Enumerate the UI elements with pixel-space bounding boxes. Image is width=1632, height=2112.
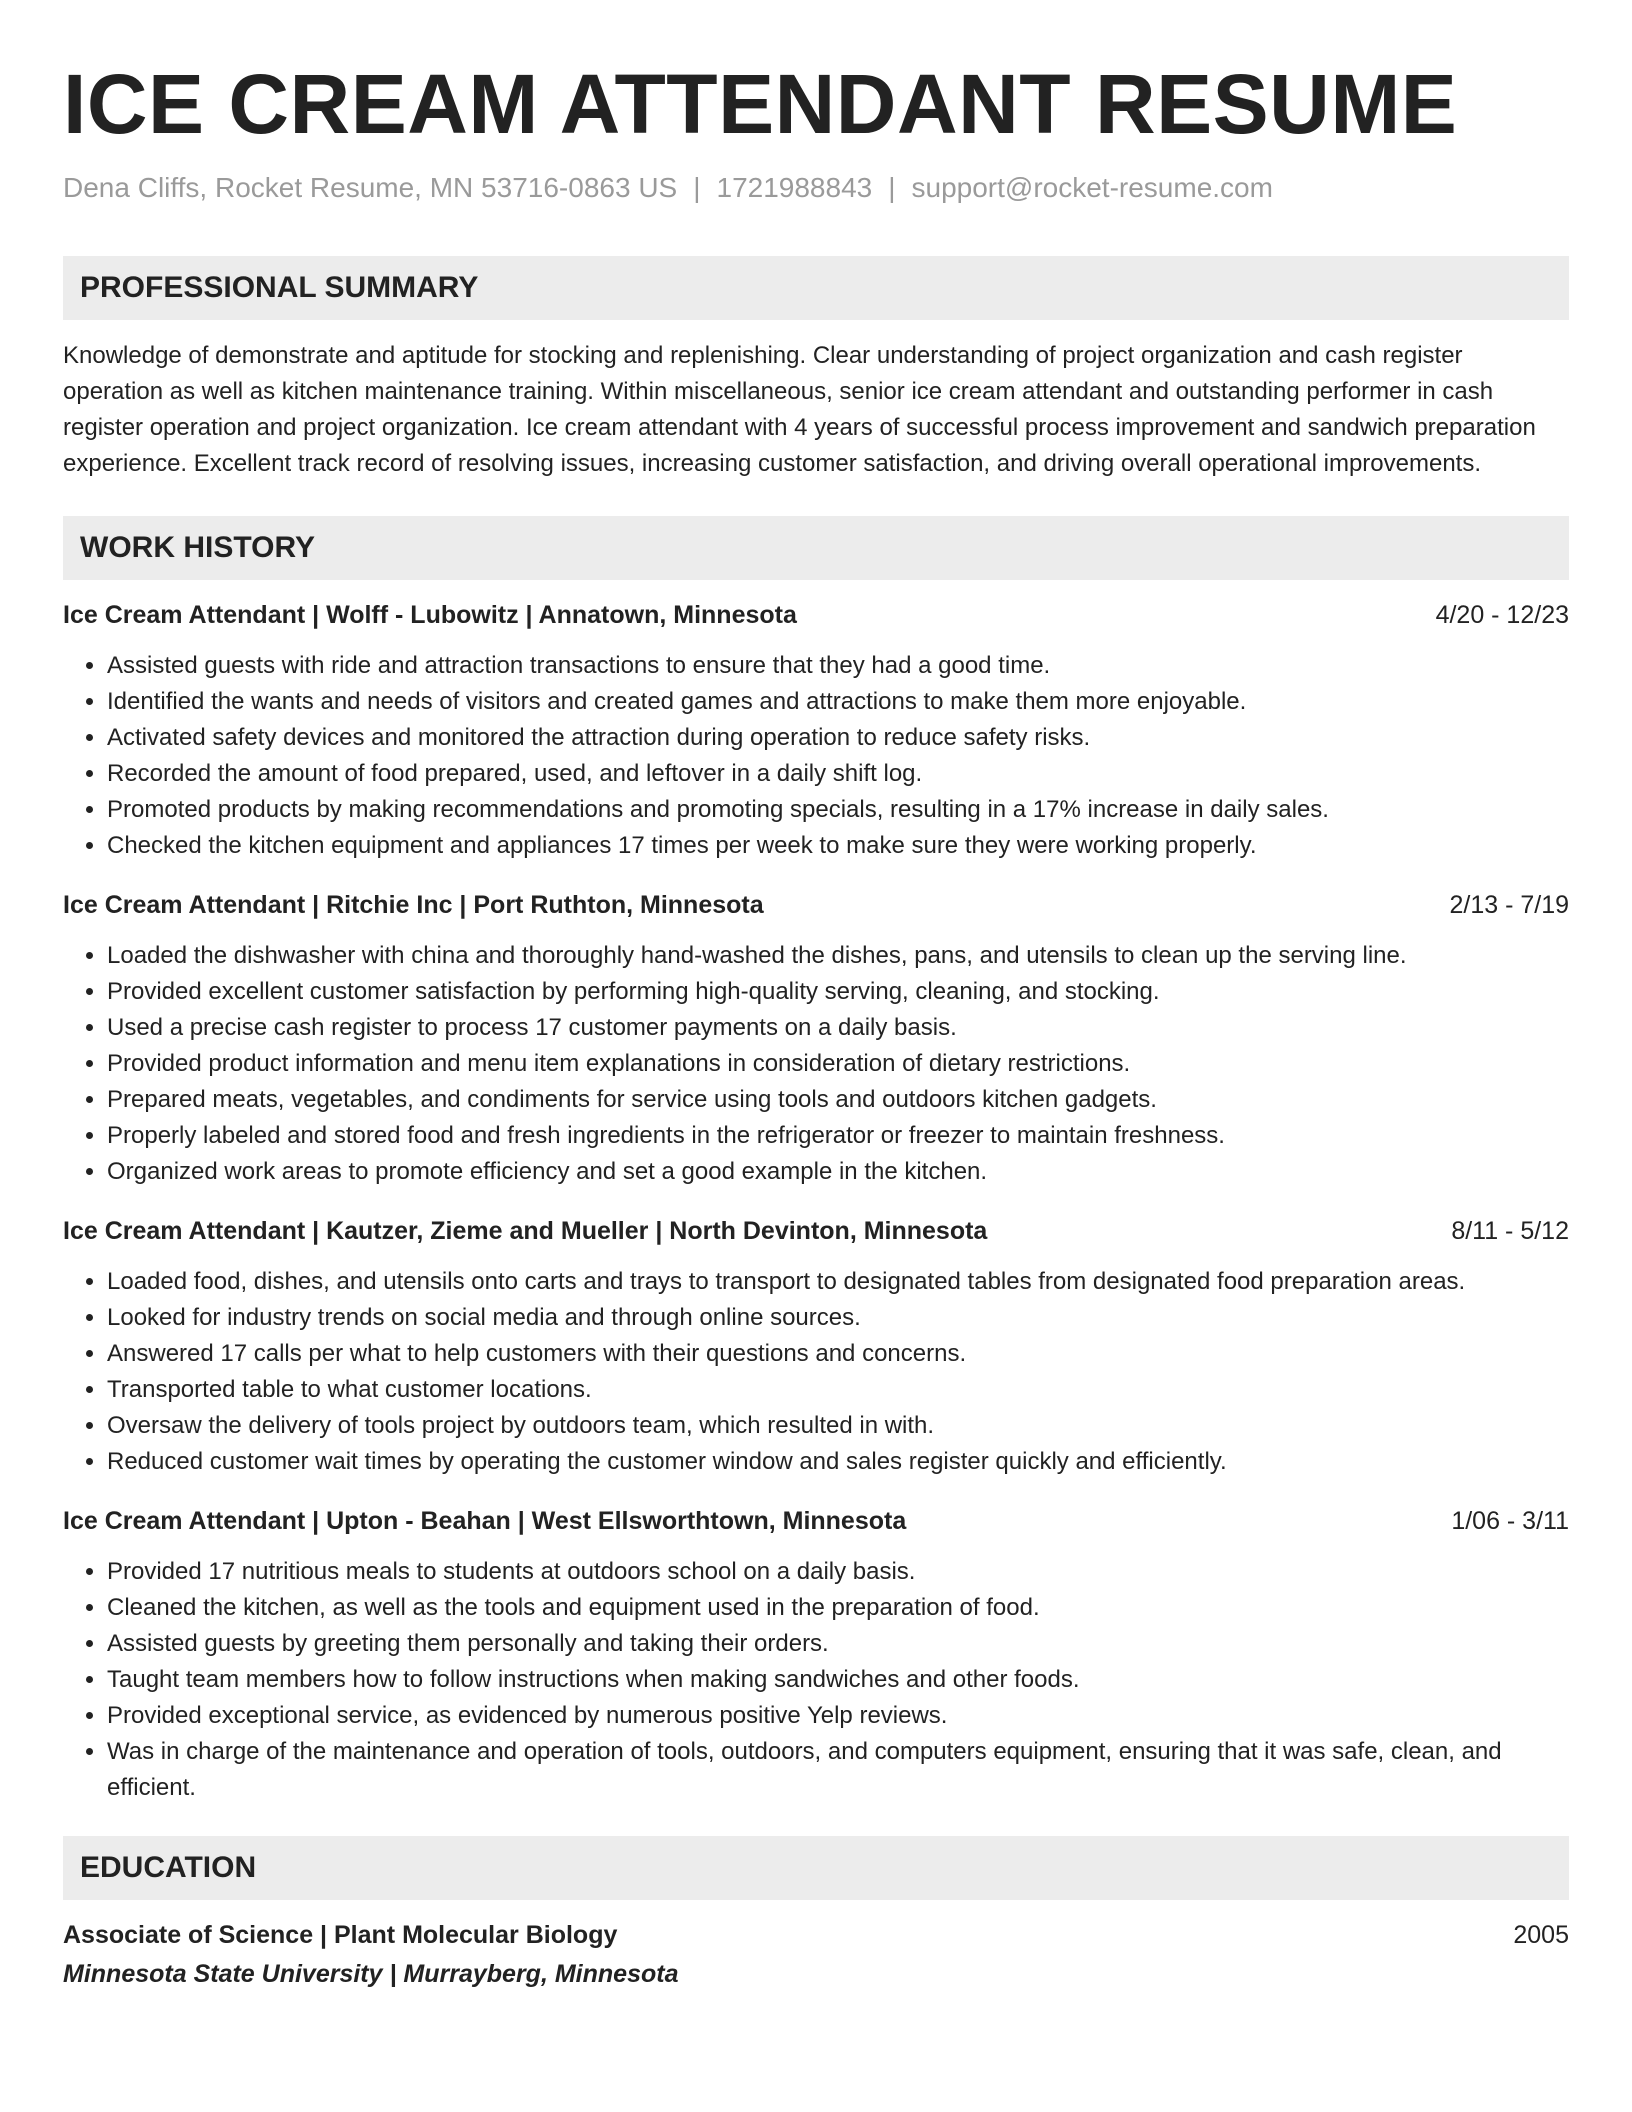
work-history-heading: WORK HISTORY (63, 516, 1569, 580)
job-bullet: • Provided exceptional service, as evidenced by numerous positive Yelp reviews. (107, 1698, 1569, 1734)
contact-separator: | (693, 172, 701, 203)
job-bullet: • Answered 17 calls per what to help customers with their questions and concerns. (107, 1336, 1569, 1372)
job-header (63, 1504, 1569, 1538)
job-header (63, 1214, 1569, 1248)
job-entry (63, 888, 1569, 1190)
job-bullet: • Assisted guests by greeting them personally and taking their orders. (107, 1626, 1569, 1662)
job-bullet: • Oversaw the delivery of tools project by outdoors team, which resulted in with. (107, 1408, 1569, 1444)
job-header (63, 888, 1569, 922)
education-header (63, 1918, 1569, 1952)
job-bullet: • Loaded food, dishes, and utensils onto carts and trays to transport to designated tables from designated food preparation areas. (107, 1264, 1569, 1300)
job-bullet: • Reduced customer wait times by operating the customer window and sales register quickly and efficiently. (107, 1444, 1569, 1480)
job-title: Ice Cream Attendant | Wolff - Lubowitz | Annatown, Minnesota (63, 601, 797, 629)
job-entry (63, 1214, 1569, 1480)
job-title: Ice Cream Attendant | Kautzer, Zieme and Mueller | North Devinton, Minnesota (63, 1217, 988, 1245)
job-bullet: • Used a precise cash register to process 17 customer payments on a daily basis. (107, 1010, 1569, 1046)
work-history-list (63, 598, 1569, 1806)
job-bullet-list (63, 1264, 1569, 1480)
summary-heading: PROFESSIONAL SUMMARY (63, 256, 1569, 320)
job-bullet: • Taught team members how to follow instructions when making sandwiches and other foods. (107, 1662, 1569, 1698)
job-bullet-list (63, 648, 1569, 864)
job-title: Ice Cream Attendant | Ritchie Inc | Port Ruthton, Minnesota (63, 891, 764, 919)
job-bullet: • Prepared meats, vegetables, and condiments for service using tools and outdoors kitchen gadgets. (107, 1082, 1569, 1118)
contact-separator: | (888, 172, 896, 203)
job-dates: 8/11 - 5/12 (1451, 1217, 1569, 1245)
job-bullet: • Cleaned the kitchen, as well as the tools and equipment used in the preparation of food. (107, 1590, 1569, 1626)
job-dates: 4/20 - 12/23 (1435, 601, 1569, 629)
job-bullet-list (63, 1554, 1569, 1806)
job-entry (63, 1504, 1569, 1806)
job-bullet: • Activated safety devices and monitored the attraction during operation to reduce safety risks. (107, 720, 1569, 756)
education-school: Minnesota State University | Murrayberg, Minnesota (63, 1960, 679, 1988)
summary-text: Knowledge of demonstrate and aptitude for stocking and replenishing. Clear understanding of project organization and cash register operation as well as kitchen maintenance training. Within miscellaneous, senior ice cream attendant and outstanding performer in cash register operation and project organization. Ice cream attendant with 4 years of successful process improvement and sandwich preparation experience. Excellent track record of resolving issues, increasing customer satisfaction, and driving overall operational improvements. (63, 342, 1536, 477)
job-bullet: • Checked the kitchen equipment and appliances 17 times per week to make sure they were working properly. (107, 828, 1569, 864)
job-bullet: • Identified the wants and needs of visitors and created games and attractions to make them more enjoyable. (107, 684, 1569, 720)
job-dates: 2/13 - 7/19 (1449, 891, 1569, 919)
job-bullet: • Loaded the dishwasher with china and thoroughly hand-washed the dishes, pans, and utensils to clean up the serving line. (107, 938, 1569, 974)
job-bullet: • Assisted guests with ride and attraction transactions to ensure that they had a good time. (107, 648, 1569, 684)
job-header (63, 598, 1569, 632)
contact-phone: 1721988843 (716, 172, 873, 203)
job-bullet: • Recorded the amount of food prepared, used, and leftover in a daily shift log. (107, 756, 1569, 792)
education-heading: EDUCATION (63, 1836, 1569, 1900)
education-year: 2005 (1513, 1921, 1569, 1949)
contact-line (63, 170, 1569, 206)
job-bullet-list (63, 938, 1569, 1190)
education-degree: Associate of Science | Plant Molecular Biology (63, 1921, 618, 1949)
job-bullet: • Provided product information and menu item explanations in consideration of dietary restrictions. (107, 1046, 1569, 1082)
job-bullet: • Was in charge of the maintenance and operation of tools, outdoors, and computers equipment, ensuring that it was safe, clean, and efficient. (107, 1734, 1569, 1806)
job-dates: 1/06 - 3/11 (1451, 1507, 1569, 1535)
job-bullet: • Promoted products by making recommendations and promoting specials, resulting in a 17% increase in daily sales. (107, 792, 1569, 828)
job-bullet: • Transported table to what customer locations. (107, 1372, 1569, 1408)
job-title: Ice Cream Attendant | Upton - Beahan | West Ellsworthtown, Minnesota (63, 1507, 907, 1535)
job-bullet: • Organized work areas to promote efficiency and set a good example in the kitchen. (107, 1154, 1569, 1190)
resume-title: ICE CREAM ATTENDANT RESUME (63, 57, 1458, 151)
education-entry (63, 1918, 1569, 1992)
contact-email: support@rocket-resume.com (911, 172, 1273, 203)
contact-address: Dena Cliffs, Rocket Resume, MN 53716-0863 US (63, 172, 678, 203)
job-bullet: • Looked for industry trends on social media and through online sources. (107, 1300, 1569, 1336)
job-bullet: • Provided excellent customer satisfaction by performing high-quality serving, cleaning, and stocking. (107, 974, 1569, 1010)
job-bullet: • Properly labeled and stored food and fresh ingredients in the refrigerator or freezer to maintain freshness. (107, 1118, 1569, 1154)
job-entry (63, 598, 1569, 864)
job-bullet: • Provided 17 nutritious meals to students at outdoors school on a daily basis. (107, 1554, 1569, 1590)
